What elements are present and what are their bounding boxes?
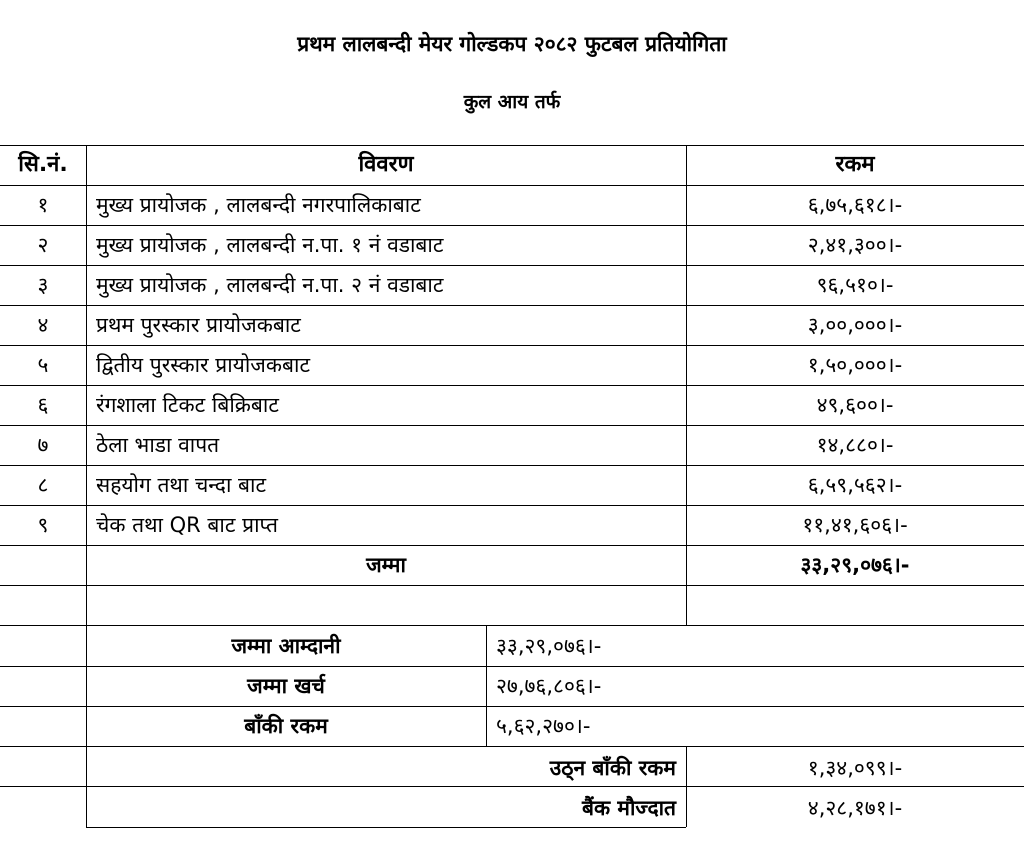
header-amount: रकम: [835, 152, 875, 177]
row-3-description: मुख्य प्रायोजक , लालबन्दी न.पा. २ नं वडाबाट: [96, 273, 444, 297]
row-8-sn: ८: [37, 473, 49, 497]
row-4-amount: ३,००,०००।-: [807, 313, 903, 337]
summary-balance-value: ५,६२,२७०।-: [496, 714, 591, 738]
row-1-description: मुख्य प्रायोजक , लालबन्दी नगरपालिकाबाट: [96, 193, 421, 217]
table-rule-horizontal: [0, 746, 1024, 747]
row-4-description: प्रथम पुरस्कार प्रायोजकबाट: [96, 313, 301, 337]
row-9-sn: ९: [37, 513, 49, 537]
table-rule-horizontal: [0, 585, 1024, 586]
total-label: जम्मा: [366, 553, 406, 577]
row-3-sn: ३: [37, 273, 49, 297]
summary-balance-label: बाँकी रकम: [244, 714, 328, 738]
row-2-sn: २: [37, 233, 49, 257]
table-rule-vertical: [486, 625, 487, 746]
row-7-description: ठेला भाडा वापत: [96, 433, 220, 457]
row-5-amount: १,५०,०००।-: [807, 353, 903, 377]
row-5-description: द्वितीय पुरस्कार प्रायोजकबाट: [96, 353, 311, 377]
row-9-description: चेक तथा QR बाट प्राप्त: [96, 513, 278, 537]
row-7-amount: १४,८८०।-: [816, 433, 894, 457]
row-6-amount: ४९,६००।-: [816, 393, 894, 417]
row-9-amount: ११,४१,६०६।-: [802, 513, 908, 537]
summary-income-value: ३३,२९,०७६।-: [496, 634, 602, 658]
summary-income-label: जम्मा आम्दानी: [231, 634, 341, 658]
row-8-description: सहयोग तथा चन्दा बाट: [96, 473, 267, 497]
document-subtitle: कुल आय तर्फ: [463, 91, 561, 113]
document-title: प्रथम लालबन्दी मेयर गोल्डकप २०८२ फुटबल प्रतियोगिता: [297, 32, 727, 56]
row-6-sn: ६: [37, 393, 49, 417]
row-2-description: मुख्य प्रायोजक , लालबन्दी न.पा. १ नं वडाबाट: [96, 233, 444, 257]
row-3-amount: ९६,५१०।-: [816, 273, 894, 297]
row-1-sn: १: [37, 193, 49, 217]
summary-expense-value: २७,७६,८०६।-: [496, 674, 602, 698]
row-5-sn: ५: [37, 353, 49, 377]
receivable-amount: १,३४,०९९।-: [807, 756, 903, 780]
row-2-amount: २,४१,३००।-: [807, 233, 903, 257]
summary-expense-label: जम्मा खर्च: [247, 674, 325, 698]
bank-balance-amount: ४,२८,१७१।-: [807, 796, 903, 820]
row-1-amount: ६,७५,६१८।-: [807, 193, 903, 217]
row-7-sn: ७: [37, 433, 49, 457]
row-6-description: रंगशाला टिकट बिक्रिबाट: [96, 393, 279, 417]
header-sn: सि.नं.: [18, 152, 68, 177]
receivable-label: उठ्न बाँकी रकम: [549, 756, 676, 780]
bank-balance-label: बैंक मौज्दात: [582, 796, 676, 820]
row-8-amount: ६,५९,५६२।-: [807, 473, 903, 497]
row-4-sn: ४: [37, 313, 49, 337]
header-description: विवरण: [358, 152, 414, 177]
total-amount: ३३,२९,०७६।-: [800, 553, 910, 577]
